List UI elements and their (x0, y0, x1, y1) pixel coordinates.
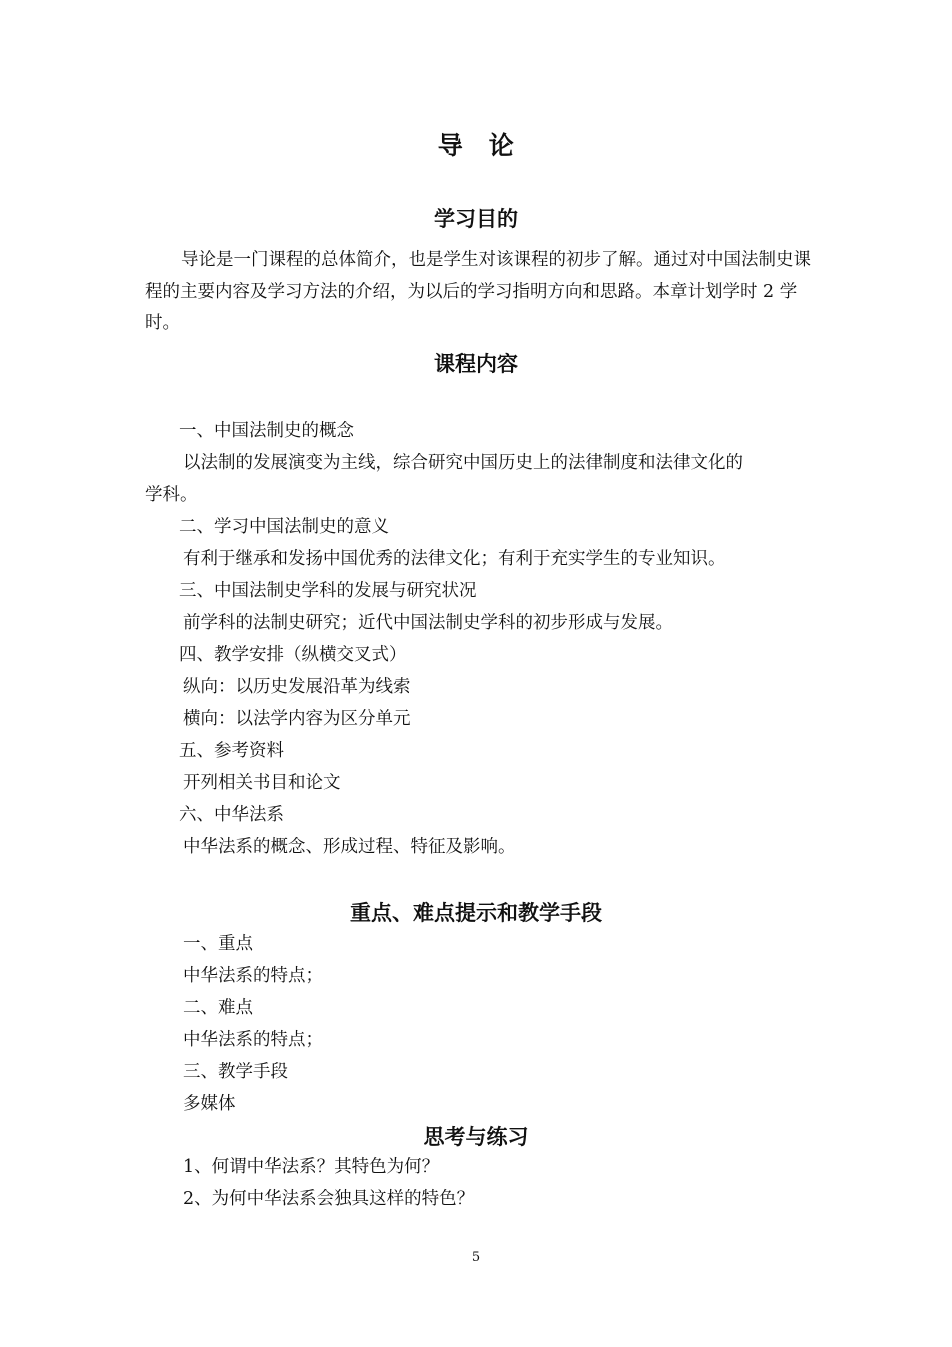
exercise-line: 2、为何中华法系会独具这样的特色？ (183, 1189, 475, 1209)
key-point-line: 二、难点 (183, 998, 253, 1018)
heading-exercises: 思考与练习 (423, 1125, 529, 1149)
content-line: 一、中国法制史的概念 (179, 421, 354, 441)
content-line: 四、教学安排（纵横交叉式） (179, 645, 407, 665)
heading-key-points: 重点、难点提示和教学手段 (350, 901, 602, 925)
content-line: 五、参考资料 (179, 741, 284, 761)
content-line: 开列相关书目和论文 (183, 773, 341, 793)
content-line: 前学科的法制史研究；近代中国法制史学科的初步形成与发展。 (183, 613, 673, 633)
key-point-line: 中华法系的特点； (183, 1030, 323, 1050)
content-line: 学科。 (145, 485, 198, 505)
content-line: 纵向：以历史发展沿革为线索 (183, 677, 411, 697)
content-line: 中华法系的概念、形成过程、特征及影响。 (183, 837, 516, 857)
exercise-line: 1、何谓中华法系？其特色为何？ (183, 1157, 440, 1177)
content-line: 二、学习中国法制史的意义 (179, 517, 389, 537)
key-point-line: 三、教学手段 (183, 1062, 288, 1082)
content-line: 横向：以法学内容为区分单元 (183, 709, 411, 729)
learning-goal-paragraph: 导论是一门课程的总体简介，也是学生对该课程的初步了解。通过对中国法制史课程的主要内容及学习方法的介绍，为以后的学习指明方向和思路。本章计划学时 2 学时。 (145, 250, 811, 333)
content-line: 以法制的发展演变为主线，综合研究中国历史上的法律制度和法律文化的 (183, 453, 743, 473)
key-point-line: 多媒体 (183, 1094, 236, 1114)
heading-learning-goal: 学习目的 (434, 207, 518, 231)
key-point-line: 一、重点 (183, 934, 253, 954)
content-line: 三、中国法制史学科的发展与研究状况 (179, 581, 477, 601)
key-point-line: 中华法系的特点； (183, 966, 323, 986)
page-number: 5 (471, 1250, 481, 1265)
chapter-title: 导 论 (437, 131, 515, 160)
content-line: 六、中华法系 (179, 805, 284, 825)
heading-course-content: 课程内容 (434, 352, 518, 376)
content-line: 有利于继承和发扬中国优秀的法律文化；有利于充实学生的专业知识。 (183, 549, 726, 569)
